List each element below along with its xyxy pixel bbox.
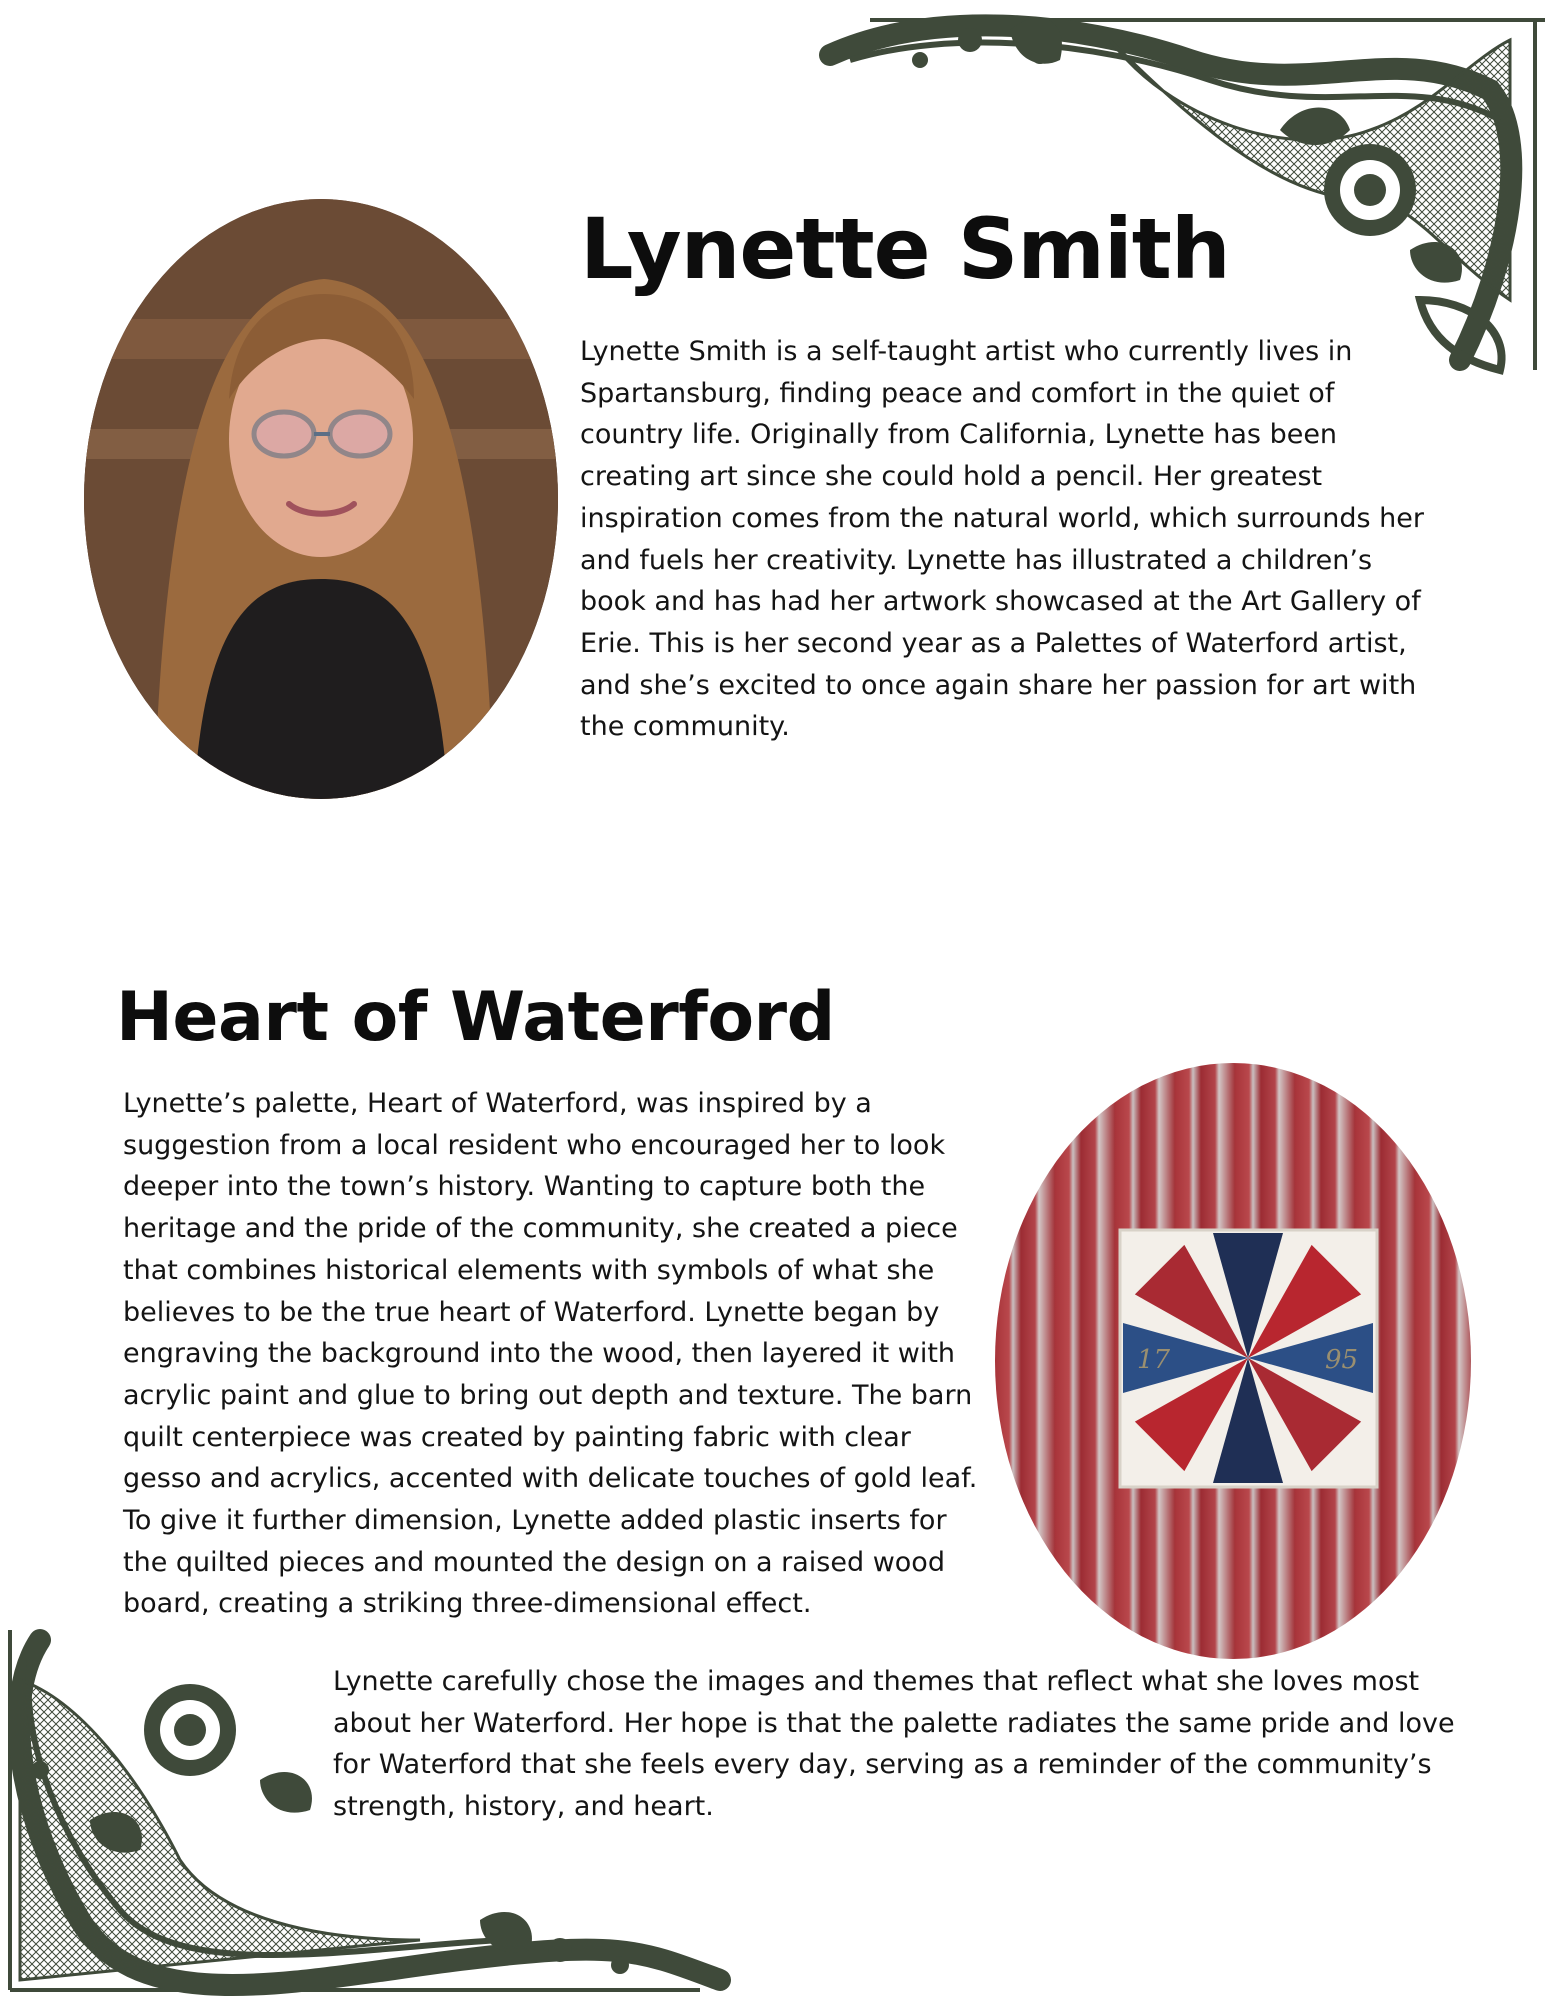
- artwork-title-heading: Heart of Waterford: [116, 978, 835, 1057]
- artist-portrait-photo: [84, 199, 558, 799]
- artwork-photo: [995, 1063, 1471, 1659]
- artist-bio-paragraph: Lynette Smith is a self-taught artist who currently lives in Spartansburg, finding peace and comfort in the quiet of country life. Originally from California, Lynette has been creating art since she could hold a pencil. Her greatest inspiration comes from the natural world, which surrounds her and fuels her creativity. Lynette has illustrated a children’s book and has had her artwork showcased at the Art Gallery of Erie. This is her second year as a Palettes of Waterford artist, and she’s excited to once again share her passion for art with the community.: [580, 336, 1425, 743]
- year-left-label: 17: [1137, 1345, 1171, 1375]
- artwork-description-paragraph: Lynette’s palette, Heart of Waterford, was inspired by a suggestion from a local resident who encouraged her to look deeper into the town’s history. Wanting to capture both the heritage and the pride of the community, she created a piece that combines historical elements with symbols of what she believes to be the true heart of Waterford. Lynette began by engraving the background into the wood, then layered it with acrylic paint and glue to bring out depth and texture. The barn quilt centerpiece was created by painting fabric with clear gesso and acrylics, accented with delicate touches of gold leaf. To give it further dimension, Lynette added plastic inserts for the quilted pieces and mounted the design on a raised wood board, creating a striking three-dimensional effect.: [123, 1088, 978, 1620]
- artwork-closing-paragraph: Lynette carefully chose the images and themes that reflect what she loves most about her Waterford. Her hope is that the palette radiates the same pride and love for Waterford that she feels every day, serving as a reminder of the community’s strength, history, and heart.: [333, 1666, 1455, 1823]
- portrait-illustration: [84, 199, 558, 799]
- year-right-label: 95: [1325, 1345, 1359, 1375]
- artist-name-heading: Lynette Smith: [580, 200, 1230, 298]
- barn-quilt-illustration: [995, 1063, 1471, 1659]
